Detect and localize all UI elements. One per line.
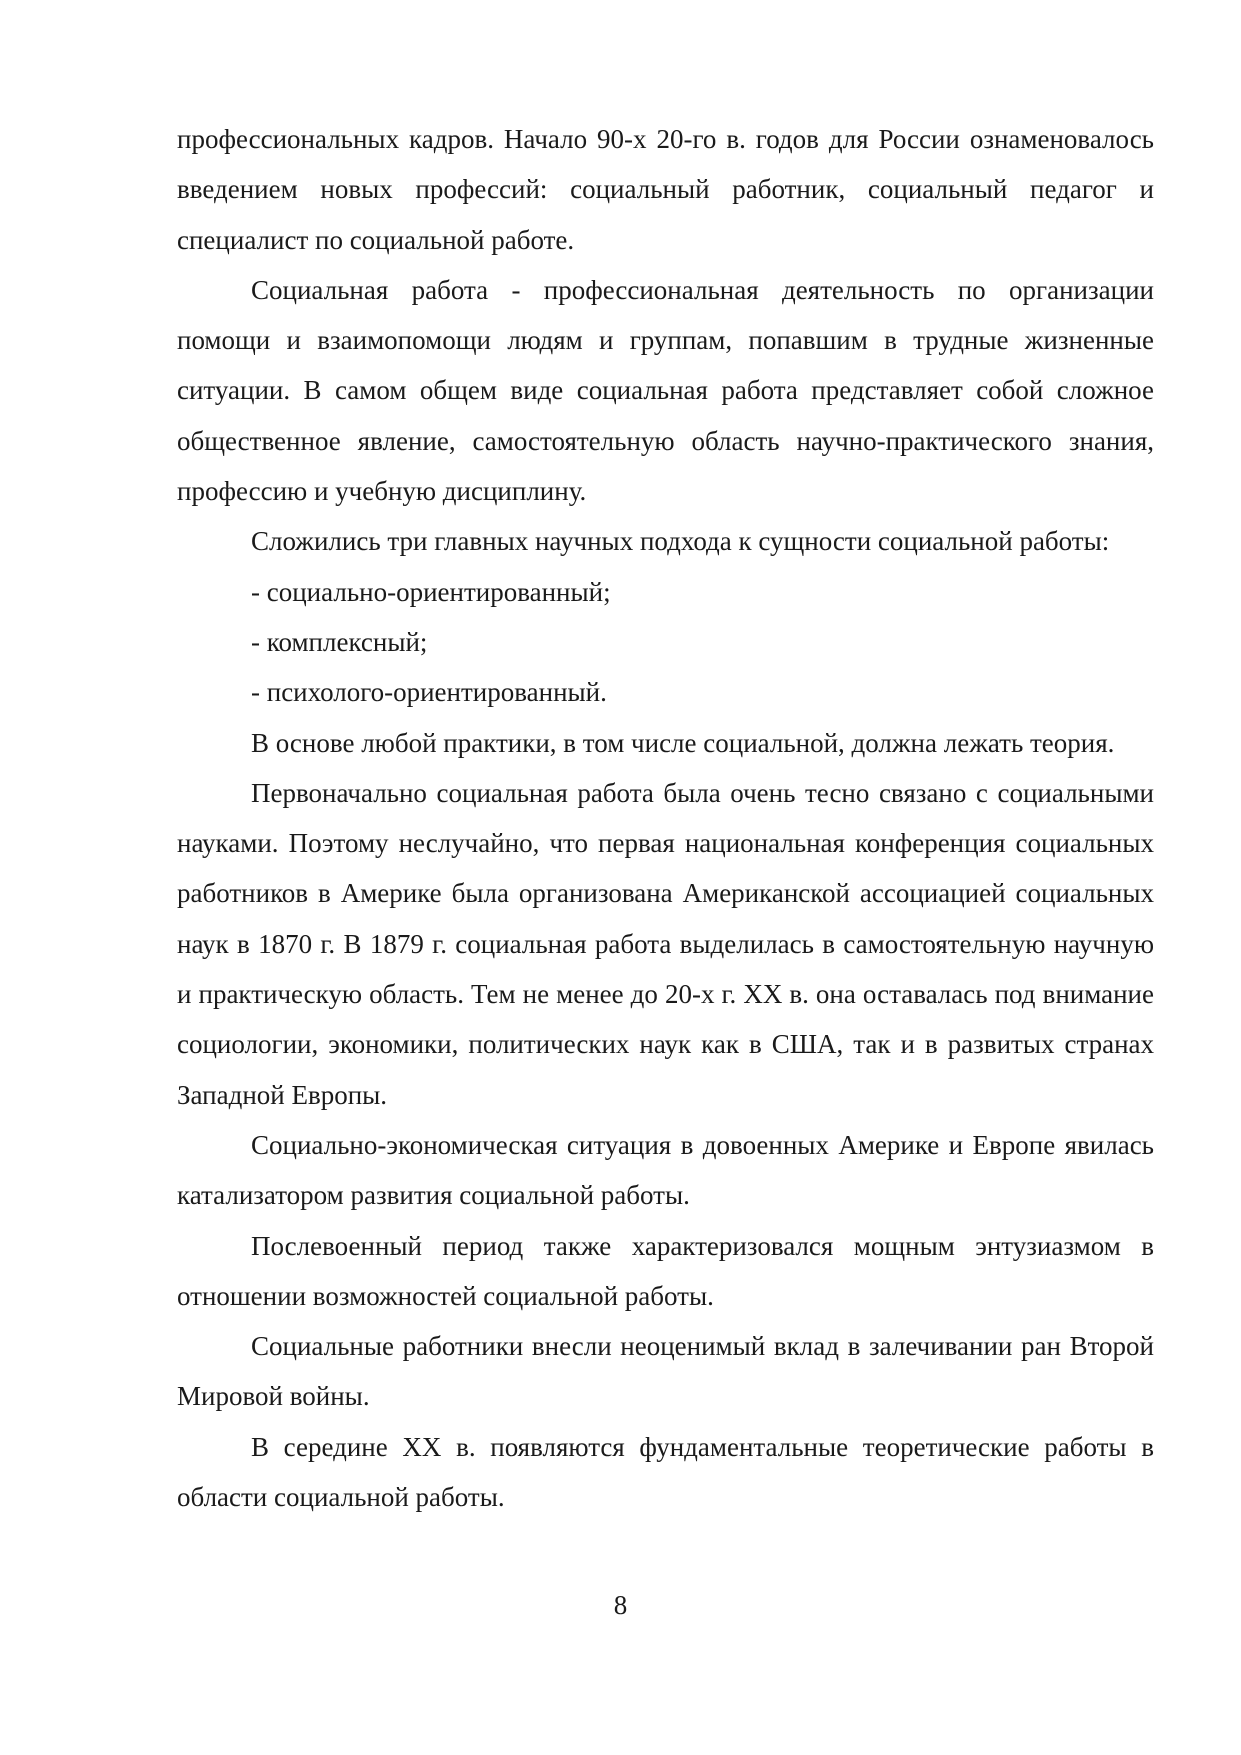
paragraph-1: профессиональных кадров. Начало 90-х 20-го в. годов для России ознаменовалось введением новых профессий: социальный работник, социальный педагог и специалист по социальной работе.: [177, 124, 1154, 255]
paragraph-7: Послевоенный период также характеризовался мощным энтузиазмом в отношении возможностей социальной работы.: [177, 1230, 1154, 1311]
paragraph-9: В середине XX в. появляются фундаментальные теоретические работы в области социальной работы.: [177, 1431, 1154, 1513]
list-item-2: - комплексный;: [251, 626, 428, 657]
paragraph-4: В основе любой практики, в том числе социальной, должна лежать теория.: [251, 727, 1115, 758]
paragraph-8: Социальные работники внесли неоценимый вклад в залечивании ран Второй Мировой войны.: [177, 1331, 1154, 1412]
paragraph-2: Социальная работа - профессиональная деятельность по организации помощи и взаимопомощи людям и группам, попавшим в трудные жизненные ситуации. В самом общем виде социальная работа представляет собой сложное общественное явление, самостоятельную область научно-практического знания, профессию и учебную дисциплину.: [177, 274, 1154, 507]
list-item-3: - психолого-ориентированный.: [251, 677, 607, 708]
document-body: [177, 114, 1154, 1522]
paragraph-5: Первоначально социальная работа была очень тесно связано с социальными науками. Поэтому неслучайно, что первая национальная конференция социальных работников в Америке была организована Американской ассоциацией социальных наук в 1870 г. В 1879 г. социальная работа выделилась в самостоятельную научную и практическую область. Тем не менее до 20-х г. XX в. она оставалась под внимание социологии, экономики, политических наук как в США, так и в развитых странах Западной Европы.: [177, 777, 1154, 1110]
page-number: 8: [613, 1590, 628, 1620]
paragraph-3: Сложились три главных научных подхода к сущности социальной работы:: [251, 526, 1110, 557]
list-item-1: - социально-ориентированный;: [251, 576, 611, 607]
paragraph-6: Социально-экономическая ситуация в довоенных Америке и Европе явилась катализатором развития социальной работы.: [177, 1129, 1154, 1211]
